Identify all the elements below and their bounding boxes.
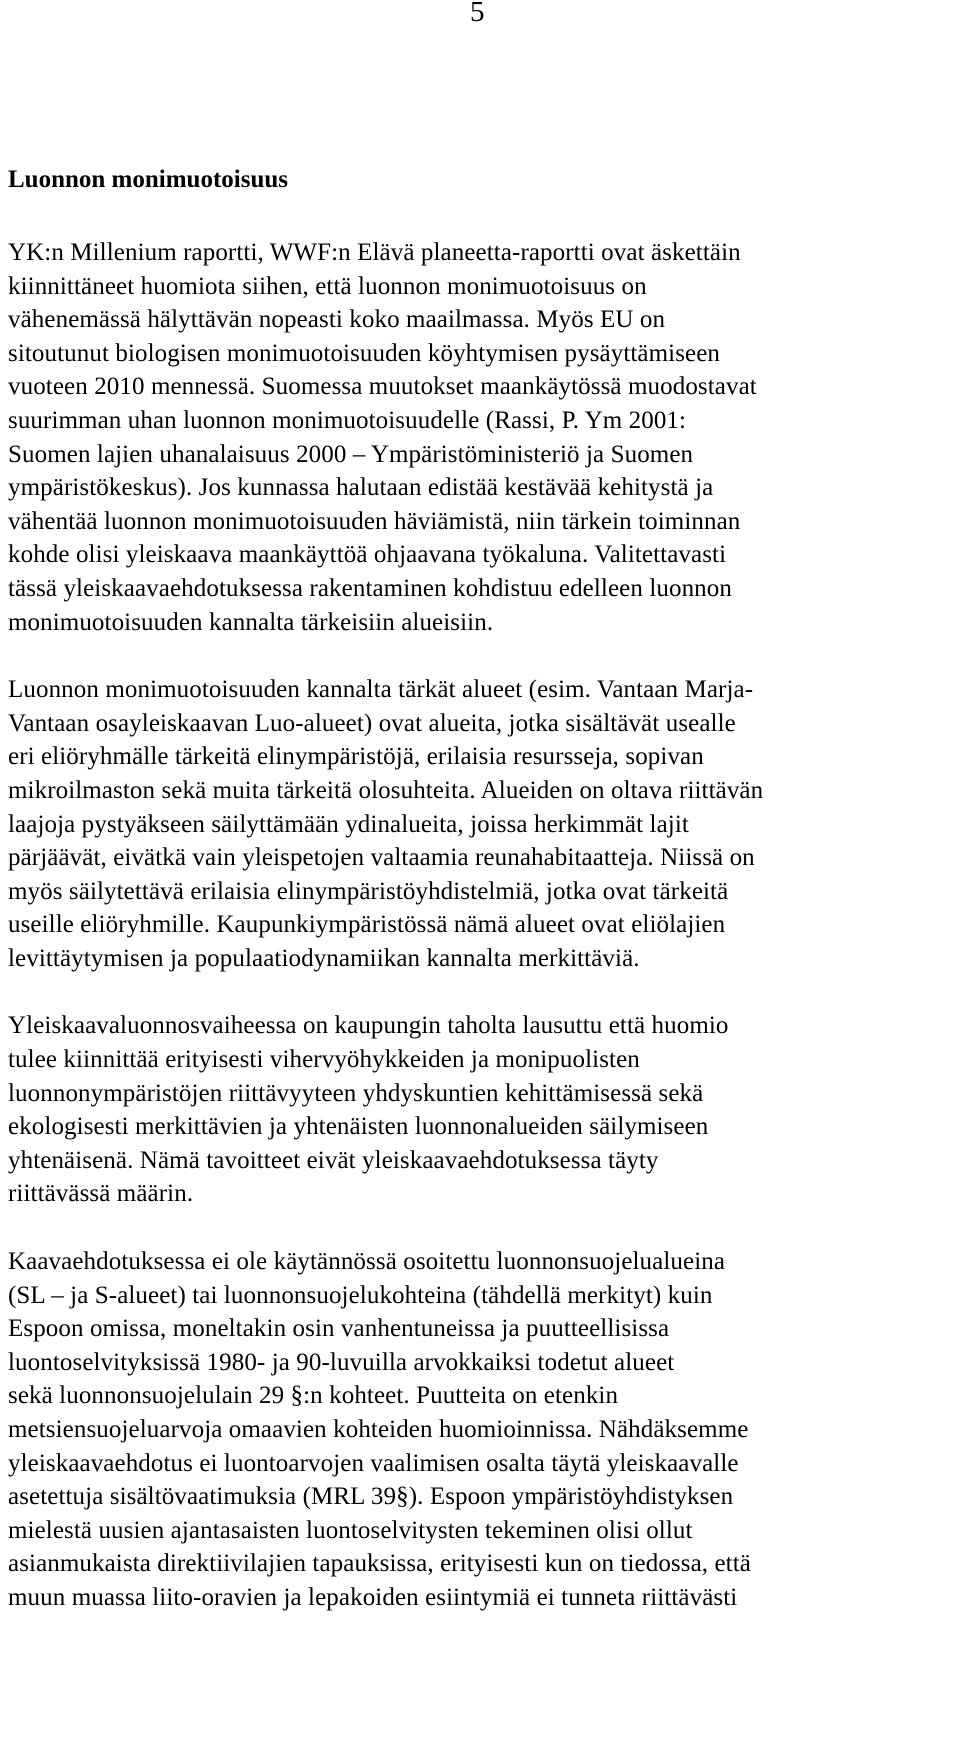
text-line: vähentää luonnon monimuotoisuuden häviämistä, niin tärkein toiminnan bbox=[8, 507, 741, 535]
text-line: Kaavaehdotuksessa ei ole käytännössä osoitettu luonnonsuojelualueina bbox=[8, 1248, 726, 1276]
paragraph bbox=[8, 673, 956, 975]
page-number: 5 bbox=[470, 0, 485, 28]
text-line: monimuotoisuuden kannalta tärkeisiin alueisiin. bbox=[8, 608, 494, 636]
text-line: vuoteen 2010 mennessä. Suomessa muutokset maankäytössä muodostavat bbox=[8, 373, 757, 401]
text-line: YK:n Millenium raportti, WWF:n Elävä planeetta-raportti ovat äskettäin bbox=[8, 239, 741, 266]
text-line: riittävässä määrin. bbox=[8, 1180, 194, 1208]
section-heading: Luonnon monimuotoisuus bbox=[8, 166, 288, 193]
text-line: Yleiskaavaluonnosvaiheessa on kaupungin taholta lausuttu että huomio bbox=[8, 1012, 729, 1040]
text-line: myös säilytettävä erilaisia elinympäristöyhdistelmiä, jotka ovat tärkeitä bbox=[8, 877, 729, 905]
text-line: metsiensuojeluarvoja omaavien kohteiden huomioinnissa. Nähdäksemme bbox=[8, 1416, 749, 1443]
spacer bbox=[8, 197, 956, 236]
text-line: mikroilmaston sekä muita tärkeitä olosuhteita. Alueiden on oltava riittävän bbox=[8, 776, 764, 804]
text-line: ympäristökeskus). Jos kunnassa halutaan edistää kestävää kehitystä ja bbox=[8, 474, 714, 502]
text-line: (SL – ja S-alueet) tai luonnonsuojelukohteina (tähdellä merkityt) kuin bbox=[8, 1281, 713, 1309]
paragraph bbox=[8, 236, 956, 639]
text-line: luontoselvityksissä 1980- ja 90-luvuilla arvokkaiksi todetut alueet bbox=[8, 1348, 675, 1376]
text-line: useille eliöryhmille. Kaupunkiympäristössä nämä alueet ovat eliölajien bbox=[8, 911, 726, 939]
text-line: pärjäävät, eivätkä vain yleispetojen valtaamia reunahabitaatteja. Niissä on bbox=[8, 844, 755, 872]
text-line: eri eliöryhmälle tärkeitä elinympäristöjä, erilaisia resursseja, sopivan bbox=[8, 743, 704, 771]
text-line: asetettuja sisältövaatimuksia (MRL 39§). Espoon ympäristöyhdistyksen bbox=[8, 1483, 734, 1511]
text-line: tulee kiinnittää erityisesti vihervyöhykkeiden ja monipuolisten bbox=[8, 1046, 640, 1074]
text-line: sekä luonnonsuojelulain 29 §:n kohteet. Puutteita on etenkin bbox=[8, 1382, 619, 1410]
text-line: tässä yleiskaavaehdotuksessa rakentaminen kohdistuu edelleen luonnon bbox=[8, 574, 732, 602]
text-line: kohde olisi yleiskaava maankäyttöä ohjaavana työkaluna. Valitettavasti bbox=[8, 541, 727, 569]
text-line: asianmukaista direktiivilajien tapauksissa, erityisesti kun on tiedossa, että bbox=[8, 1550, 751, 1578]
paragraph bbox=[8, 1245, 956, 1615]
text-line: Luonnon monimuotoisuuden kannalta tärkät alueet (esim. Vantaan Marja- bbox=[8, 676, 754, 704]
text-line: ekologisesti merkittävien ja yhtenäisten luonnonalueiden säilymiseen bbox=[8, 1113, 709, 1141]
text-line: vähenemässä hälyttävän nopeasti koko maailmassa. Myös EU on bbox=[8, 306, 666, 334]
text-line: suurimman uhan luonnon monimuotoisuudelle (Rassi, P. Ym 2001: bbox=[8, 406, 687, 434]
text-line: muun muassa liito-oravien ja lepakoiden esiintymiä ei tunneta riittävästi bbox=[8, 1583, 738, 1611]
text-line: yhtenäisenä. Nämä tavoitteet eivät yleiskaavaehdotuksessa täyty bbox=[8, 1146, 659, 1174]
text-line: sitoutunut biologisen monimuotoisuuden köyhtymisen pysäyttämiseen bbox=[8, 339, 721, 367]
document-body bbox=[8, 163, 956, 1615]
text-line: Suomen lajien uhanalaisuus 2000 – Ympäristöministeriö ja Suomen bbox=[8, 440, 694, 468]
text-line: kiinnittäneet huomiota siihen, että luonnon monimuotoisuus on bbox=[8, 272, 647, 300]
text-line: laajoja pystyäkseen säilyttämään ydinalueita, joissa herkimmät lajit bbox=[8, 810, 689, 838]
text-line: levittäytymisen ja populaatiodynamiikan kannalta merkittäviä. bbox=[8, 944, 640, 972]
text-line: Espoon omissa, moneltakin osin vanhentuneissa ja puutteellisissa bbox=[8, 1315, 670, 1343]
text-line: luonnonympäristöjen riittävyyteen yhdyskuntien kehittämisessä sekä bbox=[8, 1079, 704, 1107]
paragraphs-container bbox=[8, 236, 956, 1615]
paragraph bbox=[8, 1009, 956, 1211]
text-line: mielestä uusien ajantasaisten luontoselvitysten tekeminen olisi ollut bbox=[8, 1516, 693, 1544]
text-line: yleiskaavaehdotus ei luontoarvojen vaalimisen osalta täytä yleiskaavalle bbox=[8, 1449, 739, 1477]
text-line: Vantaan osayleiskaavan Luo-alueet) ovat alueita, jotka sisältävät usealle bbox=[8, 709, 736, 737]
